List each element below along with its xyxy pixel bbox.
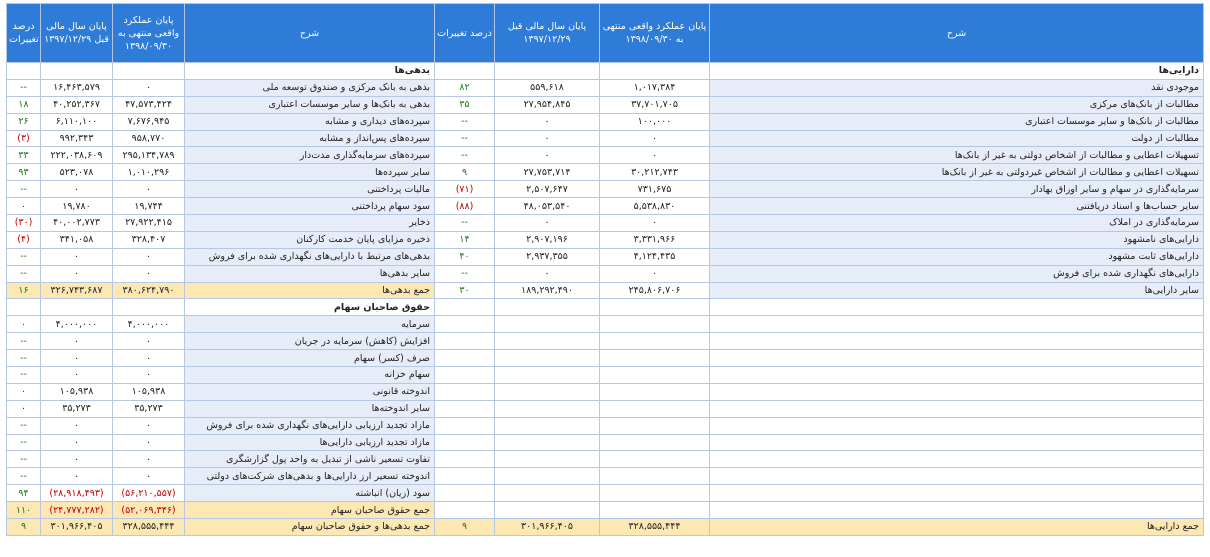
liab-curr-cell[interactable]: ۰ <box>113 248 185 265</box>
asset-prev-cell[interactable]: ۲,۹۰۷,۱۹۶ <box>495 231 600 248</box>
liab-pct-cell[interactable] <box>7 299 41 316</box>
asset-pct-cell[interactable]: ۹ <box>435 519 495 536</box>
liab-pct-cell[interactable]: ۹ <box>7 519 41 536</box>
asset-desc-cell[interactable]: سرمایه‌گذاری در سهام و سایر اوراق بهادار <box>710 181 1204 198</box>
liab-desc-cell[interactable]: مالیات پرداختنی <box>185 181 435 198</box>
asset-curr-cell[interactable]: ۱۰۰,۰۰۰ <box>600 113 710 130</box>
asset-desc-cell[interactable]: موجودی نقد <box>710 79 1204 96</box>
liab-pct-cell[interactable]: ۲۶ <box>7 113 41 130</box>
asset-prev-cell[interactable]: ۲,۵۰۷,۶۴۷ <box>495 181 600 198</box>
empty-cell <box>710 502 1204 519</box>
empty-cell <box>600 299 710 316</box>
empty-cell <box>710 417 1204 434</box>
asset-desc-cell[interactable]: دارایی‌های نامشهود <box>710 231 1204 248</box>
liab-pct-cell[interactable]: ۹۳ <box>7 164 41 181</box>
liab-desc-cell[interactable]: بدهی به بانک‌ها و سایر موسسات اعتباری <box>185 96 435 113</box>
table-row <box>7 434 1204 451</box>
liab-prev-cell[interactable]: (۲۴,۷۷۷,۲۸۲) <box>41 502 113 519</box>
asset-desc-cell[interactable]: سایر دارایی‌ها <box>710 282 1204 299</box>
asset-curr-cell[interactable]: ۲۴۵,۸۰۶,۷۰۶ <box>600 282 710 299</box>
liab-desc-cell[interactable]: سود سهام پرداختنی <box>185 198 435 215</box>
liab-curr-cell[interactable]: ۰ <box>113 367 185 384</box>
liab-pct-cell[interactable]: -- <box>7 434 41 451</box>
liab-prev-cell[interactable] <box>41 299 113 316</box>
asset-prev-cell[interactable]: ۵۵۹,۶۱۸ <box>495 79 600 96</box>
liab-prev-cell[interactable]: ۴۰,۲۵۲,۳۶۷ <box>41 96 113 113</box>
liab-pct-cell[interactable]: ۰ <box>7 198 41 215</box>
table-row <box>7 147 1204 164</box>
liab-prev-cell[interactable]: ۴۰,۰۰۲,۷۷۳ <box>41 215 113 232</box>
liab-curr-cell[interactable] <box>113 299 185 316</box>
liab-desc-cell[interactable]: ذخایر <box>185 215 435 232</box>
liab-desc-cell[interactable]: جمع بدهی‌ها <box>185 282 435 299</box>
liab-desc-cell[interactable]: بدهی‌های مرتبط با دارایی‌های نگهداری شده برای فروش <box>185 248 435 265</box>
liab-desc-cell[interactable]: ذخیره مزایای پایان خدمت کارکنان <box>185 231 435 248</box>
liab-prev-cell[interactable]: ۰ <box>41 468 113 485</box>
liab-desc-cell[interactable]: مازاد تجدید ارزیابی دارایی‌ها <box>185 434 435 451</box>
asset-curr-cell[interactable]: ۰ <box>600 130 710 147</box>
liab-pct-cell[interactable]: -- <box>7 468 41 485</box>
asset-curr-cell[interactable]: ۰ <box>600 147 710 164</box>
asset-desc-cell[interactable]: دارایی‌ها <box>710 63 1204 80</box>
empty-cell <box>710 434 1204 451</box>
table-row <box>7 265 1204 282</box>
liab-pct-cell[interactable]: ۱۱۰ <box>7 502 41 519</box>
liab-curr-cell[interactable]: ۲۷,۹۲۲,۴۱۵ <box>113 215 185 232</box>
asset-prev-cell[interactable]: ۲,۹۳۷,۳۵۵ <box>495 248 600 265</box>
asset-curr-cell[interactable]: ۵,۵۳۸,۸۳۰ <box>600 198 710 215</box>
asset-pct-cell[interactable]: ۱۴ <box>435 231 495 248</box>
liab-desc-cell[interactable]: افزایش (کاهش) سرمایه در جریان <box>185 333 435 350</box>
liab-desc-cell[interactable]: بدهی‌ها <box>185 63 435 80</box>
empty-cell <box>435 400 495 417</box>
empty-cell <box>710 468 1204 485</box>
liab-curr-cell[interactable]: ۷,۶۷۶,۹۴۵ <box>113 113 185 130</box>
asset-desc-header[interactable]: شرح <box>710 4 1204 63</box>
empty-cell <box>600 316 710 333</box>
header-row <box>7 4 1204 63</box>
liab-pct-cell[interactable]: ۰ <box>7 400 41 417</box>
liab-prev-cell[interactable]: ۰ <box>41 181 113 198</box>
liab-desc-cell[interactable]: سپرده‌های پس‌انداز و مشابه <box>185 130 435 147</box>
empty-cell <box>495 350 600 367</box>
liab-pct-cell[interactable]: -- <box>7 333 41 350</box>
empty-cell <box>435 434 495 451</box>
table-row <box>7 519 1204 536</box>
table-row <box>7 383 1204 400</box>
empty-cell <box>435 485 495 502</box>
empty-cell <box>435 383 495 400</box>
liab-prev-cell[interactable]: ۰ <box>41 265 113 282</box>
asset-curr-cell[interactable]: ۴,۱۲۴,۴۳۵ <box>600 248 710 265</box>
liab-pct-header[interactable]: درصد تغییرات <box>7 4 41 63</box>
asset-pct-cell[interactable]: ۸۲ <box>435 79 495 96</box>
liab-desc-cell[interactable]: سپرده‌های دیداری و مشابه <box>185 113 435 130</box>
liab-curr-cell[interactable]: ۰ <box>113 181 185 198</box>
asset-pct-header[interactable]: درصد تغییرات <box>435 4 495 63</box>
asset-prev-cell[interactable]: ۴۸,۰۵۳,۵۴۰ <box>495 198 600 215</box>
liab-prev-cell[interactable]: ۰ <box>41 367 113 384</box>
liab-curr-cell[interactable]: ۳۵,۲۷۳ <box>113 400 185 417</box>
empty-cell <box>600 350 710 367</box>
liab-prev-cell[interactable] <box>41 63 113 80</box>
empty-cell <box>495 383 600 400</box>
asset-pct-cell[interactable]: ۴۰ <box>435 248 495 265</box>
asset-desc-cell[interactable]: سایر حساب‌ها و اسناد دریافتنی <box>710 198 1204 215</box>
liab-pct-cell[interactable]: (۴) <box>7 231 41 248</box>
table-row <box>7 299 1204 316</box>
empty-cell <box>600 417 710 434</box>
empty-cell <box>600 485 710 502</box>
asset-desc-cell[interactable]: تسهیلات اعطایی و مطالبات از اشخاص دولتی به غیر از بانک‌ها <box>710 147 1204 164</box>
asset-desc-cell[interactable]: تسهیلات اعطایی و مطالبات از اشخاص غیردولتی به غیر از بانک‌ها <box>710 164 1204 181</box>
liab-desc-cell[interactable]: اندوخته تسعیر ارز دارایی‌ها و بدهی‌های شرکت‌های دولتی <box>185 468 435 485</box>
table-row <box>7 451 1204 468</box>
empty-cell <box>495 451 600 468</box>
liab-desc-cell[interactable]: سایر اندوخته‌ها <box>185 400 435 417</box>
asset-pct-cell[interactable]: -- <box>435 215 495 232</box>
asset-curr-cell[interactable]: ۱,۰۱۷,۳۸۴ <box>600 79 710 96</box>
liab-pct-cell[interactable]: (۳۰) <box>7 215 41 232</box>
table-row <box>7 164 1204 181</box>
empty-cell <box>495 333 600 350</box>
asset-pct-cell[interactable]: -- <box>435 265 495 282</box>
liab-desc-header[interactable]: شرح <box>185 4 435 63</box>
empty-cell <box>435 333 495 350</box>
asset-prev-cell[interactable]: ۰ <box>495 130 600 147</box>
empty-cell <box>495 367 600 384</box>
liab-prev-cell[interactable]: ۱۹,۷۸۰ <box>41 198 113 215</box>
liab-prev-cell[interactable]: ۰ <box>41 333 113 350</box>
empty-cell <box>600 502 710 519</box>
liab-pct-cell[interactable]: -- <box>7 265 41 282</box>
liab-desc-cell[interactable]: بدهی به بانک مرکزی و صندوق توسعه ملی <box>185 79 435 96</box>
asset-prev-cell[interactable]: ۲۷,۷۵۳,۷۱۴ <box>495 164 600 181</box>
empty-cell <box>435 316 495 333</box>
empty-cell <box>600 383 710 400</box>
balance-sheet-table <box>6 3 1204 536</box>
liab-desc-cell[interactable]: سهام خزانه <box>185 367 435 384</box>
liab-pct-cell[interactable]: -- <box>7 350 41 367</box>
liab-prev-cell[interactable]: ۲۲۲,۰۳۸,۶۰۹ <box>41 147 113 164</box>
liab-curr-cell[interactable]: ۰ <box>113 451 185 468</box>
liab-curr-cell[interactable]: (۵۶,۲۱۰,۵۵۷) <box>113 485 185 502</box>
empty-cell <box>710 367 1204 384</box>
liab-pct-cell[interactable]: ۹۴ <box>7 485 41 502</box>
asset-prev-cell[interactable]: ۳۰۱,۹۶۶,۴۰۵ <box>495 519 600 536</box>
liab-desc-cell[interactable]: سایر بدهی‌ها <box>185 265 435 282</box>
liab-desc-cell[interactable]: اندوخته قانونی <box>185 383 435 400</box>
liab-pct-cell[interactable]: -- <box>7 417 41 434</box>
table-row <box>7 468 1204 485</box>
asset-pct-cell[interactable] <box>435 63 495 80</box>
empty-cell <box>710 451 1204 468</box>
liab-desc-cell[interactable]: جمع حقوق صاحبان سهام <box>185 502 435 519</box>
liab-curr-cell[interactable]: ۰ <box>113 333 185 350</box>
asset-pct-cell[interactable]: -- <box>435 130 495 147</box>
asset-curr-cell[interactable]: ۳۰,۲۱۲,۷۴۳ <box>600 164 710 181</box>
asset-prev-cell[interactable] <box>495 63 600 80</box>
empty-cell <box>435 468 495 485</box>
liab-prev-cell[interactable]: ۳۵,۲۷۳ <box>41 400 113 417</box>
asset-pct-cell[interactable]: ۳۰ <box>435 282 495 299</box>
liab-pct-cell[interactable]: ۱۸ <box>7 96 41 113</box>
liab-desc-cell[interactable]: مازاد تجدید ارزیابی دارایی‌های نگهداری شده برای فروش <box>185 417 435 434</box>
asset-prev-cell[interactable]: ۰ <box>495 215 600 232</box>
liab-curr-cell[interactable]: ۳۲۸,۴۰۷ <box>113 231 185 248</box>
asset-curr-cell[interactable]: ۳۲۸,۵۵۵,۴۴۴ <box>600 519 710 536</box>
asset-curr-cell[interactable] <box>600 63 710 80</box>
asset-desc-cell[interactable]: جمع دارایی‌ها <box>710 519 1204 536</box>
asset-prev-cell[interactable]: ۱۸۹,۲۹۲,۴۹۰ <box>495 282 600 299</box>
liab-curr-cell[interactable]: ۰ <box>113 417 185 434</box>
liab-pct-cell[interactable]: -- <box>7 367 41 384</box>
asset-curr-cell[interactable]: ۳۷,۷۰۱,۷۰۵ <box>600 96 710 113</box>
empty-cell <box>495 468 600 485</box>
liab-pct-cell[interactable] <box>7 63 41 80</box>
table-row <box>7 417 1204 434</box>
empty-cell <box>710 316 1204 333</box>
asset-curr-cell[interactable]: ۷۳۱,۶۷۵ <box>600 181 710 198</box>
asset-pct-cell[interactable]: -- <box>435 113 495 130</box>
liab-prev-cell[interactable]: (۲۸,۹۱۸,۴۹۳) <box>41 485 113 502</box>
asset-desc-cell[interactable]: مطالبات از دولت <box>710 130 1204 147</box>
liab-prev-cell[interactable]: ۰ <box>41 350 113 367</box>
empty-cell <box>495 316 600 333</box>
asset-pct-cell[interactable]: (۷۱) <box>435 181 495 198</box>
table-row <box>7 215 1204 232</box>
asset-desc-cell[interactable]: مطالبات از بانک‌های مرکزی <box>710 96 1204 113</box>
empty-cell <box>495 299 600 316</box>
liab-desc-cell[interactable]: سرمایه <box>185 316 435 333</box>
empty-cell <box>495 485 600 502</box>
liab-curr-cell[interactable]: ۰ <box>113 265 185 282</box>
asset-desc-cell[interactable]: دارایی‌های نگهداری شده برای فروش <box>710 265 1204 282</box>
liab-prev-cell[interactable]: ۱۰۵,۹۳۸ <box>41 383 113 400</box>
empty-cell <box>710 383 1204 400</box>
liab-pct-cell[interactable]: (۳) <box>7 130 41 147</box>
table-row <box>7 400 1204 417</box>
liab-curr-cell[interactable]: ۱۹,۷۴۴ <box>113 198 185 215</box>
liab-curr-cell[interactable]: ۰ <box>113 434 185 451</box>
liab-curr-cell[interactable]: ۳۸۰,۶۲۴,۷۹۰ <box>113 282 185 299</box>
liab-desc-cell[interactable]: سایر سپرده‌ها <box>185 164 435 181</box>
asset-desc-cell[interactable]: مطالبات از بانک‌ها و سایر موسسات اعتباری <box>710 113 1204 130</box>
liab-curr-cell[interactable]: ۰ <box>113 350 185 367</box>
liab-prev-header[interactable]: پایان سال مالی قبل ۱۳۹۷/۱۲/۲۹ <box>41 4 113 63</box>
empty-cell <box>435 417 495 434</box>
asset-curr-cell[interactable]: ۳,۳۳۱,۹۶۶ <box>600 231 710 248</box>
empty-cell <box>435 502 495 519</box>
asset-pct-cell[interactable]: ۹ <box>435 164 495 181</box>
liab-prev-cell[interactable]: ۱۶,۴۶۳,۵۷۹ <box>41 79 113 96</box>
asset-prev-cell[interactable]: ۰ <box>495 147 600 164</box>
table-row <box>7 130 1204 147</box>
asset-pct-cell[interactable]: (۸۸) <box>435 198 495 215</box>
table-row <box>7 282 1204 299</box>
empty-cell <box>600 434 710 451</box>
table-row <box>7 63 1204 80</box>
liab-desc-cell[interactable]: تفاوت تسعیر ناشی از تبدیل به واحد پول گزارشگری <box>185 451 435 468</box>
asset-curr-header[interactable]: پایان عملکرد واقعی منتهی به ۱۳۹۸/۰۹/۳۰ <box>600 4 710 63</box>
asset-curr-cell[interactable]: ۰ <box>600 215 710 232</box>
asset-prev-header[interactable]: پایان سال مالی قبل ۱۳۹۷/۱۲/۲۹ <box>495 4 600 63</box>
empty-cell <box>710 350 1204 367</box>
liab-curr-cell[interactable]: ۴,۰۰۰,۰۰۰ <box>113 316 185 333</box>
liab-desc-cell[interactable]: سپرده‌های سرمایه‌گذاری مدت‌دار <box>185 147 435 164</box>
asset-pct-cell[interactable]: ۳۵ <box>435 96 495 113</box>
liab-prev-cell[interactable]: ۰ <box>41 417 113 434</box>
empty-cell <box>600 468 710 485</box>
asset-desc-cell[interactable]: دارایی‌های ثابت مشهود <box>710 248 1204 265</box>
liab-pct-cell[interactable]: -- <box>7 79 41 96</box>
asset-curr-cell[interactable]: ۰ <box>600 265 710 282</box>
table-row <box>7 113 1204 130</box>
liab-desc-cell[interactable]: صرف (کسر) سهام <box>185 350 435 367</box>
empty-cell <box>435 451 495 468</box>
liab-prev-cell[interactable]: ۳۲۶,۷۴۳,۶۸۷ <box>41 282 113 299</box>
liab-prev-cell[interactable]: ۰ <box>41 434 113 451</box>
empty-cell <box>710 400 1204 417</box>
asset-prev-cell[interactable]: ۲۷,۹۵۴,۸۴۵ <box>495 96 600 113</box>
liab-prev-cell[interactable]: ۹۹۲,۳۴۳ <box>41 130 113 147</box>
table-row <box>7 333 1204 350</box>
liab-prev-cell[interactable]: ۴,۰۰۰,۰۰۰ <box>41 316 113 333</box>
liab-curr-cell[interactable]: ۰ <box>113 79 185 96</box>
liab-curr-cell[interactable]: ۴۷,۵۷۳,۴۲۴ <box>113 96 185 113</box>
table-row <box>7 198 1204 215</box>
liab-prev-cell[interactable]: ۶,۱۱۰,۱۰۰ <box>41 113 113 130</box>
table-row <box>7 231 1204 248</box>
empty-cell <box>600 333 710 350</box>
asset-prev-cell[interactable]: ۰ <box>495 265 600 282</box>
liab-curr-cell[interactable]: ۱۰۵,۹۳۸ <box>113 383 185 400</box>
liab-pct-cell[interactable]: ۳۳ <box>7 147 41 164</box>
liab-pct-cell[interactable]: -- <box>7 248 41 265</box>
liab-desc-cell[interactable]: حقوق صاحبان سهام <box>185 299 435 316</box>
liab-curr-cell[interactable]: ۲۹۵,۱۳۴,۷۸۹ <box>113 147 185 164</box>
liab-prev-cell[interactable]: ۳۰۱,۹۶۶,۴۰۵ <box>41 519 113 536</box>
asset-prev-cell[interactable]: ۰ <box>495 113 600 130</box>
liab-pct-cell[interactable]: -- <box>7 181 41 198</box>
liab-prev-cell[interactable]: ۵۲۳,۰۷۸ <box>41 164 113 181</box>
liab-pct-cell[interactable]: ۰ <box>7 316 41 333</box>
empty-cell <box>495 400 600 417</box>
table-row <box>7 316 1204 333</box>
liab-prev-cell[interactable]: ۰ <box>41 248 113 265</box>
liab-curr-cell[interactable]: ۹۵۸,۷۷۰ <box>113 130 185 147</box>
empty-cell <box>435 367 495 384</box>
liab-curr-cell[interactable]: (۵۲,۰۶۹,۳۴۶) <box>113 502 185 519</box>
table-row <box>7 248 1204 265</box>
table-row <box>7 502 1204 519</box>
liab-desc-cell[interactable]: سود (زیان) انباشته <box>185 485 435 502</box>
empty-cell <box>495 434 600 451</box>
asset-pct-cell[interactable]: -- <box>435 147 495 164</box>
empty-cell <box>600 451 710 468</box>
liab-curr-header[interactable]: پایان عملکرد واقعی منتهی به ۱۳۹۸/۰۹/۳۰ <box>113 4 185 63</box>
liab-curr-cell[interactable]: ۳۲۸,۵۵۵,۴۴۴ <box>113 519 185 536</box>
empty-cell <box>600 400 710 417</box>
liab-prev-cell[interactable]: ۰ <box>41 451 113 468</box>
table-row <box>7 79 1204 96</box>
empty-cell <box>435 299 495 316</box>
liab-pct-cell[interactable]: ۱۶ <box>7 282 41 299</box>
table-row <box>7 367 1204 384</box>
liab-pct-cell[interactable]: -- <box>7 451 41 468</box>
liab-desc-cell[interactable]: جمع بدهی‌ها و حقوق صاحبان سهام <box>185 519 435 536</box>
empty-cell <box>495 502 600 519</box>
empty-cell <box>435 350 495 367</box>
empty-cell <box>600 367 710 384</box>
table-row <box>7 181 1204 198</box>
liab-prev-cell[interactable]: ۳۴۱,۰۵۸ <box>41 231 113 248</box>
empty-cell <box>710 299 1204 316</box>
liab-pct-cell[interactable]: ۰ <box>7 383 41 400</box>
liab-curr-cell[interactable]: ۰ <box>113 468 185 485</box>
liab-curr-cell[interactable] <box>113 63 185 80</box>
table-row <box>7 350 1204 367</box>
table-row <box>7 485 1204 502</box>
empty-cell <box>495 417 600 434</box>
liab-curr-cell[interactable]: ۱,۰۱۰,۲۹۶ <box>113 164 185 181</box>
table-row <box>7 96 1204 113</box>
empty-cell <box>710 333 1204 350</box>
asset-desc-cell[interactable]: سرمایه‌گذاری در املاک <box>710 215 1204 232</box>
empty-cell <box>710 485 1204 502</box>
